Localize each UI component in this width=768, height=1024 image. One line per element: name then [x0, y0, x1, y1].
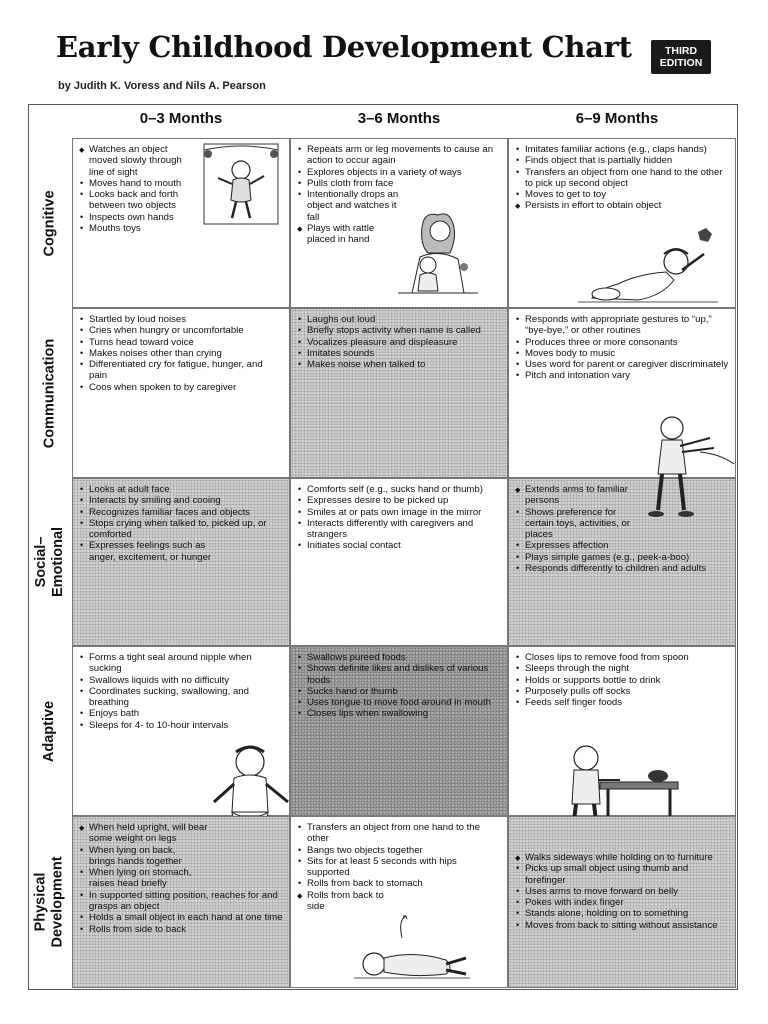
milestone-item: • Closes lips when swallowing	[297, 708, 493, 719]
milestone-item: • Makes noises other than crying	[79, 348, 283, 359]
milestone-list	[515, 852, 729, 931]
milestone-item: • Shows definite likes and dislikes of various foods	[297, 663, 493, 686]
cell-physical-6-9	[508, 816, 736, 988]
milestone-item: • Rolls from side to back	[79, 924, 283, 935]
cell-adaptive-3-6	[290, 646, 508, 816]
milestone-item: • Picks up small object using thumb and forefinger	[515, 863, 729, 886]
milestone-list	[79, 822, 283, 935]
milestone-item: • Transfers an object from one hand to the other	[297, 822, 501, 845]
milestone-item: • Imitates sounds	[297, 348, 501, 359]
edition-badge	[651, 40, 711, 74]
edition-badge-line1: THIRD	[664, 45, 698, 57]
milestone-item: • Cries when hungry or uncomfortable	[79, 325, 283, 336]
row-label-social-emotional	[28, 478, 72, 646]
milestone-item: • Pitch and intonation vary	[515, 370, 729, 381]
column-header-0-3-months: 0–3 Months	[139, 110, 223, 127]
milestone-item: • Makes noise when talked to	[297, 359, 501, 370]
milestone-item: • Moves to get to toy	[515, 189, 729, 200]
milestone-item: • Differentiated cry for fatigue, hunger, and pain	[79, 359, 283, 382]
cell-spacer	[515, 822, 729, 852]
milestone-item: • Expresses feelings such as anger, excitement, or hunger	[79, 540, 225, 563]
milestone-item: • Plays simple games (e.g., peek-a-boo)	[515, 552, 729, 563]
milestone-item: • Sucks hand or thumb	[297, 686, 493, 697]
edition-badge-line2: EDITION	[659, 57, 703, 69]
milestone-item: • Looks back and forth between two objects	[79, 189, 193, 212]
cell-physical-0-3	[72, 816, 290, 988]
milestone-item: ◆ Watches an object moved slowly through line of sight	[79, 144, 193, 178]
milestone-list	[297, 484, 501, 552]
mother-and-baby-illustration	[398, 205, 478, 297]
milestone-item: ◆ Plays with rattle placed in hand	[297, 223, 403, 246]
baby-rolling-illustration	[354, 912, 470, 984]
milestone-item: • Stops crying when talked to, picked up, or comforted	[79, 518, 283, 541]
milestone-item: • Transfers an object from one hand to the other to pick up second object	[515, 167, 729, 190]
milestone-item: • Moves body to music	[515, 348, 729, 359]
milestone-item: ◆ Walks sideways while holding on to furniture	[515, 852, 729, 863]
milestone-item: • Rolls from back to stomach	[297, 878, 501, 889]
byline: by Judith K. Voress and Nils A. Pearson	[58, 80, 266, 92]
milestone-item: • Responds with appropriate gestures to “up,” “bye-bye,” or other routines	[515, 314, 729, 337]
cell-communication-0-3	[72, 308, 290, 478]
milestone-item: • Expresses affection	[515, 540, 729, 551]
milestone-item: • Inspects own hands	[79, 212, 283, 223]
infant-watching-mobile-illustration	[196, 140, 286, 226]
cell-social-emotional-0-3	[72, 478, 290, 646]
milestone-item: • Expresses desire to be picked up	[297, 495, 501, 506]
cell-communication-3-6	[290, 308, 508, 478]
milestone-list	[297, 652, 501, 720]
chart-title: Early Childhood Development Chart	[56, 30, 632, 64]
cell-social-emotional-3-6	[290, 478, 508, 646]
row-label-physical-development	[28, 816, 72, 988]
row-label-text: Adaptive	[41, 700, 58, 762]
milestone-item: • Holds or supports bottle to drink	[515, 675, 729, 686]
milestone-item: • Interacts differently with caregivers and strangers	[297, 518, 501, 541]
row-label-text: Physical	[33, 872, 49, 932]
milestone-list	[515, 144, 729, 212]
row-label-text: Communication	[41, 338, 58, 448]
milestone-item: • Purposely pulls off socks	[515, 686, 729, 697]
milestone-item: ◆ Rolls from back to side	[297, 890, 403, 913]
milestone-item: • Bangs two objects together	[297, 845, 501, 856]
row-label-cognitive	[28, 138, 72, 308]
milestone-item: • Sleeps for 4- to 10-hour intervals	[79, 720, 283, 731]
milestone-item: • Explores objects in a variety of ways	[297, 167, 501, 178]
row-label-text: Cognitive	[41, 189, 58, 257]
milestone-item: • Interacts by smiling and cooing	[79, 495, 283, 506]
milestone-item: • Feeds self finger foods	[515, 697, 729, 708]
milestone-item: ◆ Extends arms to familiar persons	[515, 484, 641, 507]
milestone-item: • Holds a small object in each hand at one time	[79, 912, 283, 923]
milestone-item: • Sits for at least 5 seconds with hips supported	[297, 856, 501, 879]
milestone-item: • Laughs out loud	[297, 314, 501, 325]
milestone-item: • Vocalizes pleasure and displeasure	[297, 337, 501, 348]
row-label-text: Social–	[33, 536, 49, 588]
milestone-item: • Coos when spoken to by caregiver	[79, 382, 283, 393]
milestone-item: • Closes lips to remove food from spoon	[515, 652, 729, 663]
milestone-item: • Startled by loud noises	[79, 314, 283, 325]
column-header-6-9-months: 6–9 Months	[575, 110, 659, 127]
milestone-item: ◆ Persists in effort to obtain object	[515, 200, 729, 211]
milestone-item: • In supported sitting position, reaches for and grasps an object	[79, 890, 283, 913]
milestone-item: • Imitates familiar actions (e.g., claps hands)	[515, 144, 729, 155]
milestone-item: • Moves from back to sitting without assistance	[515, 920, 729, 931]
milestone-item: • Swallows liquids with no difficulty	[79, 675, 283, 686]
milestone-item: • Shows preference for certain toys, activities, or places	[515, 507, 641, 541]
milestone-item: • Repeats arm or leg movements to cause an action to occur again	[297, 144, 501, 167]
milestone-list	[297, 314, 501, 370]
milestone-item: • Intentionally drops an object and watches it fall	[297, 189, 403, 223]
crawling-baby-with-toy-illustration	[578, 218, 718, 306]
milestone-list	[515, 314, 729, 382]
milestone-item: • Coordinates sucking, swallowing, and breathing	[79, 686, 283, 709]
milestone-item: • Uses tongue to move food around in mouth	[297, 697, 493, 708]
column-header-3-6-months: 3–6 Months	[357, 110, 441, 127]
milestone-item: • Smiles at or pats own image in the mirror	[297, 507, 501, 518]
milestone-item: ◆ When held upright, will bear some weight on legs	[79, 822, 225, 845]
milestone-item: • Stands alone, holding on to something	[515, 908, 729, 919]
milestone-item: • Briefly stops activity when name is called	[297, 325, 501, 336]
milestone-item: • Pulls cloth from face	[297, 178, 501, 189]
milestone-item: • Mouths toys	[79, 223, 283, 234]
milestone-item: • Turns head toward voice	[79, 337, 283, 348]
toddler-reaching-arms-illustration	[640, 408, 734, 524]
row-label-communication	[28, 308, 72, 478]
row-label-text: Emotional	[50, 526, 66, 598]
milestone-item: • Uses word for parent or caregiver discriminately	[515, 359, 729, 370]
milestone-item: • Sleeps through the night	[515, 663, 729, 674]
milestone-item: • Moves hand to mouth	[79, 178, 193, 189]
milestone-list	[79, 484, 283, 563]
milestone-list	[515, 652, 729, 708]
milestone-item: • Initiates social contact	[297, 540, 501, 551]
milestone-list	[297, 822, 501, 912]
milestone-list	[79, 314, 283, 393]
row-label-adaptive	[28, 646, 72, 816]
milestone-item: • Enjoys bath	[79, 708, 283, 719]
row-label-text: Development	[50, 856, 66, 948]
milestone-item: • When lying on stomach, raises head briefly	[79, 867, 193, 890]
milestone-item: • Looks at adult face	[79, 484, 283, 495]
milestone-item: • Recognizes familiar faces and objects	[79, 507, 283, 518]
milestone-item: • Finds object that is partially hidden	[515, 155, 729, 166]
milestone-item: • Responds differently to children and adults	[515, 563, 729, 574]
milestone-item: • When lying on back, brings hands together	[79, 845, 193, 868]
milestone-item: • Produces three or more consonants	[515, 337, 729, 348]
milestone-item: • Pokes with index finger	[515, 897, 729, 908]
milestone-item: • Uses arms to move forward on belly	[515, 886, 729, 897]
milestone-item: • Comforts self (e.g., sucks hand or thumb)	[297, 484, 501, 495]
milestone-item: • Swallows pureed foods	[297, 652, 493, 663]
milestone-item: • Forms a tight seal around nipple when sucking	[79, 652, 283, 675]
milestone-list	[79, 652, 283, 731]
